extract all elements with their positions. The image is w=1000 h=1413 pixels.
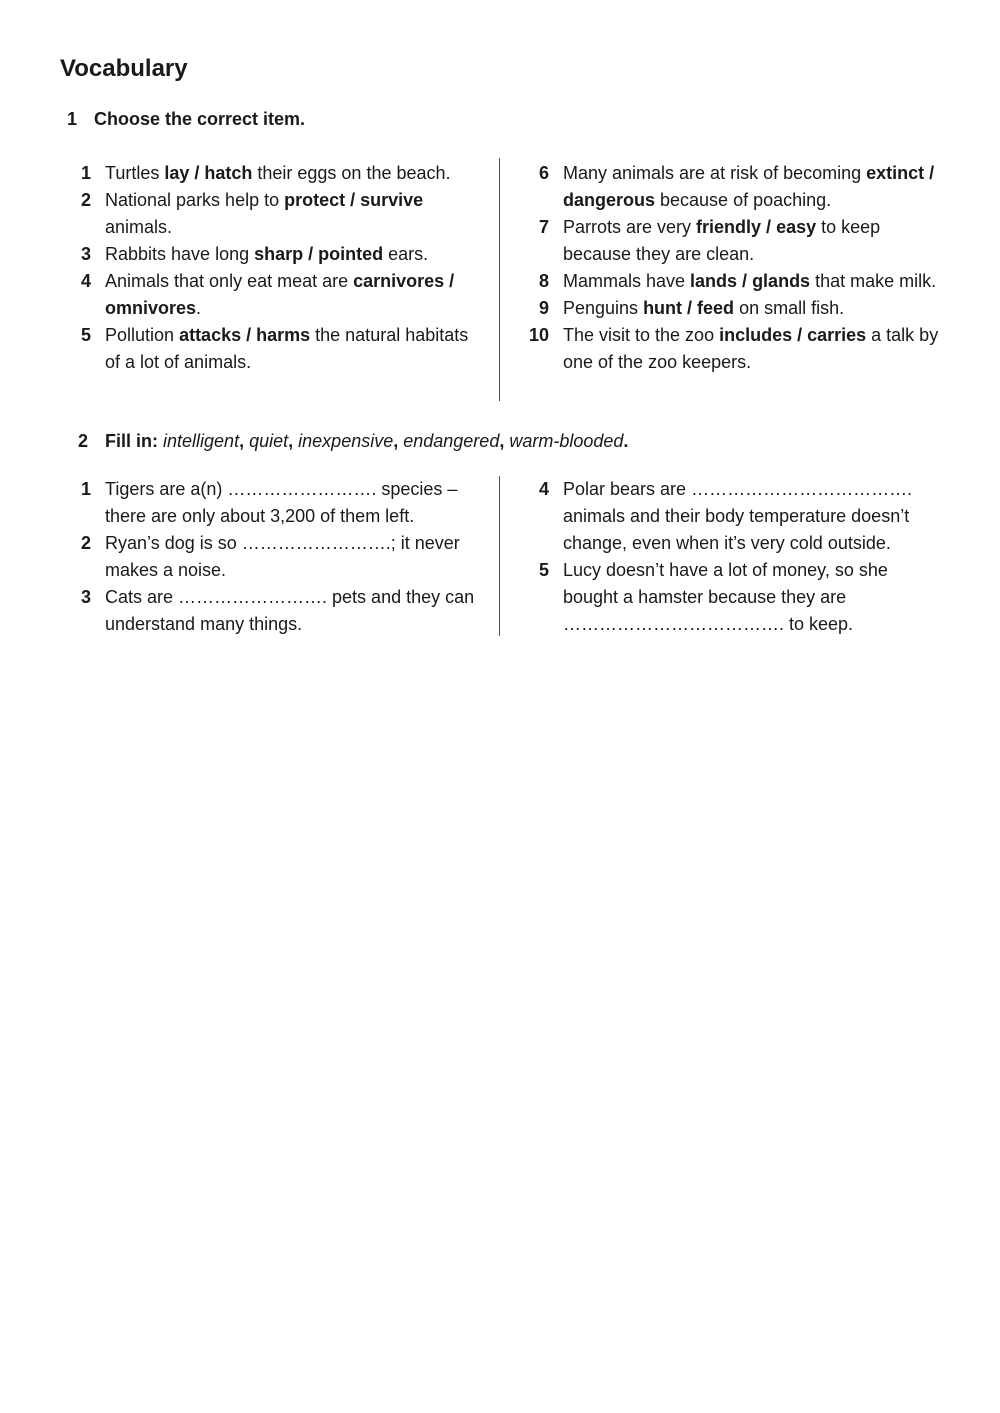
question-text: Animals that only eat meat are — [105, 271, 354, 291]
question-text: their eggs on the beach. — [252, 163, 451, 183]
question-item — [519, 268, 939, 295]
question-number: 6 — [538, 163, 549, 183]
question-text: Mammals have — [563, 271, 691, 291]
question-text: Ryan’s dog is so …………………….; it never makes a noise. — [105, 533, 460, 580]
answer-options: lay / hatch — [164, 163, 253, 183]
answer-options: sharp / pointed — [254, 244, 384, 264]
question-item — [519, 295, 939, 322]
question-text: that make milk. — [810, 271, 937, 291]
question-text: animals. — [105, 217, 173, 237]
exercise-1-left-column — [61, 160, 481, 376]
question-text: a talk by one of the zoo keepers. — [563, 325, 939, 372]
question-text: Turtles — [105, 163, 165, 183]
exercise-2-number: 2 — [78, 431, 89, 451]
question-text: ears. — [383, 244, 429, 264]
answer-options: friendly / easy — [696, 217, 817, 237]
question-text: Parrots are very — [563, 217, 697, 237]
question-text: to keep because they are clean. — [563, 217, 881, 264]
question-item — [61, 584, 481, 638]
word-bank-item: warm-blooded — [509, 431, 624, 451]
question-item — [519, 476, 939, 557]
question-item — [519, 214, 939, 268]
answer-options: includes / carries — [719, 325, 867, 345]
question-number: 4 — [538, 479, 549, 499]
question-text: Penguins — [563, 298, 644, 318]
question-item — [519, 322, 939, 376]
exercise-2-heading — [78, 431, 628, 452]
question-item — [61, 268, 481, 322]
answer-options: protect / survive — [284, 190, 424, 210]
question-text: because of poaching. — [655, 190, 832, 210]
question-item — [61, 322, 481, 376]
question-number: 3 — [80, 587, 91, 607]
answer-options: attacks / harms — [179, 325, 311, 345]
question-text: the natural habitats of a lot of animals. — [105, 325, 469, 372]
column-divider — [499, 158, 500, 401]
question-number: 5 — [538, 560, 549, 580]
answer-options: carnivores / omnivores — [105, 271, 455, 318]
question-text: Tigers are a(n) ……………………. species – there are only about 3,200 of them left. — [105, 479, 458, 526]
word-bank-item: quiet — [249, 431, 289, 451]
question-number: 7 — [538, 217, 549, 237]
question-number: 2 — [80, 533, 91, 553]
question-text: Rabbits have long — [105, 244, 255, 264]
question-number: 10 — [528, 325, 549, 345]
exercise-2-left-column — [61, 476, 481, 638]
column-divider — [499, 476, 500, 636]
word-bank-item: intelligent — [163, 431, 240, 451]
question-text: Many animals are at risk of becoming — [563, 163, 867, 183]
question-item — [519, 160, 939, 214]
question-text: The visit to the zoo — [563, 325, 720, 345]
question-number: 1 — [80, 479, 91, 499]
exercise-2-right-column — [519, 476, 939, 638]
question-text: on small fish. — [734, 298, 845, 318]
word-bank-item: inexpensive — [298, 431, 394, 451]
exercise-1-right-column — [519, 160, 939, 376]
question-text: Cats are ……………………. pets and they can understand many things. — [105, 587, 475, 634]
question-number: 4 — [80, 271, 91, 291]
question-item — [61, 160, 481, 187]
question-text: National parks help to — [105, 190, 285, 210]
question-number: 2 — [80, 190, 91, 210]
question-item — [61, 530, 481, 584]
word-bank: intelligent, quiet, inexpensive, endangered, warm-blooded. — [163, 431, 629, 451]
question-number: 5 — [80, 325, 91, 345]
question-item — [61, 241, 481, 268]
question-number: 8 — [538, 271, 549, 291]
exercise-1-instruction: Choose the correct item. — [94, 109, 306, 129]
question-text: . — [196, 298, 202, 318]
question-item — [61, 476, 481, 530]
answer-options: extinct / dangerous — [563, 163, 935, 210]
word-bank-item: endangered — [403, 431, 500, 451]
question-text: Polar bears are ………………………………. animals and their body temperature doesn’t change, even when it’s very cold outside. — [563, 479, 913, 553]
question-number: 9 — [538, 298, 549, 318]
answer-options: hunt / feed — [643, 298, 735, 318]
exercise-1-number: 1 — [67, 109, 78, 129]
answer-options: lands / glands — [690, 271, 811, 291]
question-item — [61, 187, 481, 241]
exercise-1-heading — [67, 109, 305, 130]
exercise-2-instruction: Fill in: — [105, 431, 158, 451]
question-number: 3 — [80, 244, 91, 264]
question-text: Pollution — [105, 325, 180, 345]
question-item — [519, 557, 939, 638]
question-number: 1 — [80, 163, 91, 183]
page-title: Vocabulary — [60, 55, 188, 82]
question-text: Lucy doesn’t have a lot of money, so she bought a hamster because they are ………………………………. to keep. — [563, 560, 888, 634]
